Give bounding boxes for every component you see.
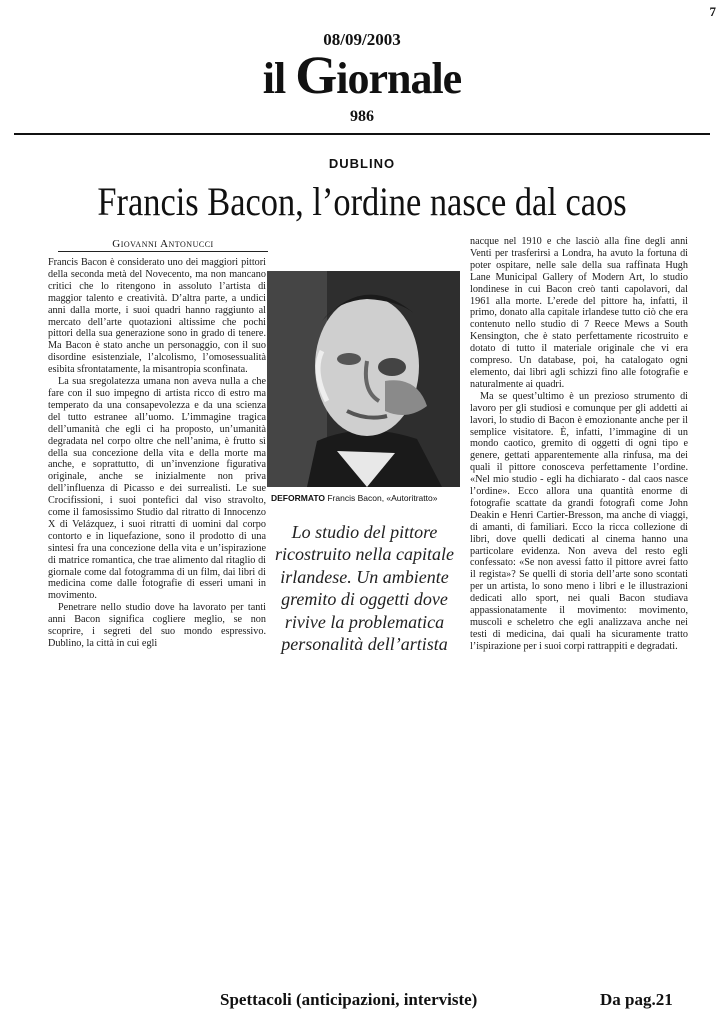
article-headline: Francis Bacon, l’ordine nasce dal caos <box>97 179 627 224</box>
page-number: 7 <box>709 4 716 19</box>
self-portrait-photo <box>267 271 460 487</box>
caption-label: DEFORMATO <box>271 493 325 503</box>
photo-caption <box>271 493 461 503</box>
paragraph: Ma se quest’ultimo è un prezioso strumento di lavoro per gli studiosi e comunque per gli addetti ai lavori, lo studio di Bacon è emozionante anche per il semplice visitatore. È, infatti, l’immagine di un mondo caotico, gremito di oggetti di ogni tipo e genere, gettati apparentemente alla rinfusa, ma dei quali il pittore conosceva perfettamente l’ordine. «Nel mio studio - egli ha dichiarato - dal caos nasce l’ordine». Ecco allora una quantità enorme di fotografie scattate da grandi fotografi come John Deakin e Henri Cartier-Bresson, ma anche di viaggi, di amanti, di familiari. Ecco la ricca collezione di libri, dove quelli dedicati al cinema hanno una particolare evidenza. Non aveva del resto egli confessato: «Se non avessi fatto il pittore avrei fatto il regista»? Se quelli di storia dell’arte sono scontati per un artista, lo sono meno i libri e le illustrazioni dedicati allo sport, nei quali Bacon studiava appassionatamente il movimento: movimento, muscoli e scheletro che egli analizzava anche nei testi di medicina, dai quali ha sicuramente tratto l’ispirazione per i suoi corpi rattrappiti e degradati. <box>470 390 688 652</box>
caption-text: Francis Bacon, «Autoritratto» <box>325 493 438 503</box>
article-column-3 <box>470 236 688 653</box>
paragraph: Penetrare nello studio dove ha lavorato per tanti anni Bacon significa cogliere meglio, se non scoprire, i segreti del suo mondo espressivo. Dublino, la città in cui egli <box>48 602 266 649</box>
header-rule <box>14 133 710 135</box>
masthead-il: il <box>262 54 296 103</box>
paragraph: Francis Bacon è considerato uno dei maggiori pittori della seconda metà del Novecento, ma non mancano critici che lo ritengono in assoluto l’artista di maggior talento e creatività. D’altra parte, a undici anni dalla morte, i suoi quadri hanno raggiunto al mercato dell’arte quotazioni altissime che pochi pittori della sua generazione sono in grado di tenere. Ma Bacon è stato anche un personaggio, con il suo disordine esistenziale, l’alcolismo, l’omosessualità esibita sfrontatamente, la misantropia sconfinata. <box>48 257 266 376</box>
issue-number: 986 <box>350 108 374 125</box>
masthead-logo <box>0 44 724 106</box>
masthead-rest: iornale <box>336 54 462 103</box>
paragraph: nacque nel 1910 e che lasciò alla fine degli anni Venti per trasferirsi a Londra, ha avuto la fortuna di poter ospitare, nelle sale della sua raffinata Hugh Lane Municipal Gallery of Modern Art, lo studio londinese in cui Bacon creò tanti capolavori, dal 1961 alla morte. L’erede del pittore ha, infatti, il primo, donato alla capitale irlandese tutto ciò che era contenuto nello studio di 7 Reece Mews a South Kensington, che è stato perfettamente ricostruito e dotato di tutto il materiale originale che vi era compreso. Un database, poi, ha catalogato ogni elemento, dai libri agli schizzi fino alle fotografie e naturalmente ai quadri. <box>470 236 688 390</box>
footer-section: Spettacoli (anticipazioni, interviste) <box>220 990 478 1009</box>
masthead-g: G <box>295 45 337 105</box>
footer-from-page: Da pag.21 <box>600 990 673 1009</box>
issue-date: 08/09/2003 <box>323 30 401 49</box>
article-column-1 <box>48 257 266 650</box>
article-byline: Giovanni Antonucci <box>58 238 268 252</box>
portrait-illustration <box>267 271 460 487</box>
article-kicker: DUBLINO <box>328 156 396 171</box>
pull-quote: Lo studio del pittore ricostruito nella capitale irlandese. Un ambiente gremito di oggetti dove rivive la problematica personalità dell’artista <box>275 522 454 655</box>
paragraph: La sua sregolatezza umana non aveva nulla a che fare con il suo impegno di artista ricco di estro ma temperato da una consapevolezza e da una scienza del tutto estranee all’uomo. L’immagine tragica dell’umanità che egli ci ha proposto, un’umanità degradata nel corpo oltre che nell’anima, è frutto sì della sua concezione della vita e della morte ma anche, e soprattutto, di un’invenzione figurativa originale, anche se inizialmente non priva dell’influenza di Picasso e dei surrealisti. Le sue Crocifissioni, i suoi pontefici dal viso stravolto, come il famosissimo Studio dal ritratto di Innocenzo X di Velázquez, i suoi ritratti di uomini dal corpo contorto e in liquefazione, sono il prodotto di una sintesi fra una concezione della vita e un’ispirazione di matrice romantica, che trae alimento dal ritaglio di giornale come dal fotogramma di un film, dai libri di medicina come dalle fotografie di esseri umani in movimento. <box>48 376 266 602</box>
